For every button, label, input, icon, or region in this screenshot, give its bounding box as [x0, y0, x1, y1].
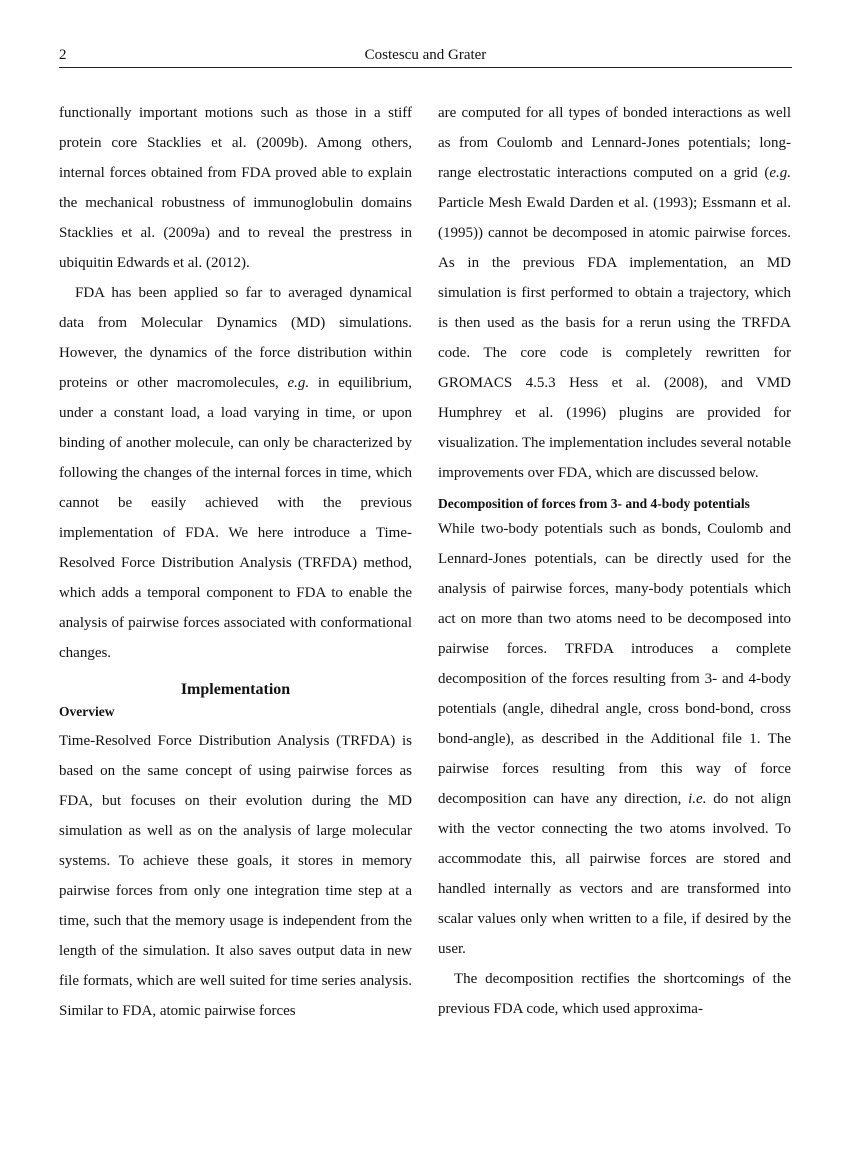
paragraph — [438, 98, 791, 488]
italic-abbreviation: e.g. — [769, 165, 791, 181]
running-title: Costescu and Grater — [364, 47, 487, 63]
subsection-title: Overview — [59, 704, 115, 719]
page-number: 2 — [59, 47, 67, 63]
subsection-title: Decomposition of forces from 3- and 4-body potentials — [438, 496, 750, 511]
paragraph-text: are computed for all types of bonded interactions as well as from Coulomb and Lennard-Jones potentials; long-range electrostatic interactions computed on a grid ( — [438, 105, 791, 181]
left-column — [59, 98, 412, 1026]
italic-abbreviation: i.e. — [688, 791, 707, 807]
paragraph: Time-Resolved Force Distribution Analysis (TRFDA) is based on the same concept of using pairwise forces as FDA, but focuses on their evolution during the MD simulation as well as on the analysis of large molecular systems. To achieve these goals, it stores in memory pairwise forces from only one integration time step at a time, such that the memory usage is independent from the length of the simulation. It also saves output data in new file formats, which are well suited for time series analysis. Similar to FDA, atomic pairwise forces — [59, 733, 412, 1019]
paragraph — [59, 278, 412, 668]
italic-abbreviation: e.g. — [287, 375, 310, 391]
paragraph: functionally important motions such as those in a stiff protein core Stacklies et al. (2009b). Among others, internal forces obtained from FDA proved able to explain the mechanical robustness of immunoglobulin domains Stacklies et al. (2009a) and to reveal the prestress in ubiquitin Edwards et al. (2012). — [59, 105, 412, 271]
page-header — [59, 44, 792, 68]
paragraph: The decomposition rectifies the shortcomings of the previous FDA code, which used approxima- — [438, 971, 791, 1017]
paragraph-text: FDA has been applied so far to averaged dynamical data from Molecular Dynamics (MD) simulations. However, the dynamics of the force distribution within proteins or other macromolecules, — [59, 285, 412, 391]
paragraph-text: do not align with the vector connecting the two atoms involved. To accommodate this, all pairwise forces are stored and handled internally as vectors and are transformed into scalar values only when written to a file, if desired by the user. — [438, 791, 792, 957]
paragraph-text: While two-body potentials such as bonds, Coulomb and Lennard-Jones potentials, can be directly used for the analysis of pairwise forces, many-body potentials which act on more than two atoms need to be decomposed into pairwise forces. TRFDA introduces a complete decomposition of the forces resulting from 3- and 4-body potentials (angle, dihedral angle, cross bond-bond, cross bond-angle), as described in the Additional file 1. The pairwise forces resulting from this way of force decomposition can have any direction, — [438, 521, 791, 807]
paragraph-text: in equilibrium, under a constant load, a load varying in time, or upon binding of another molecule, can only be characterized by following the changes of the internal forces in time, which cannot be easily achieved with the previous implementation of FDA. We here introduce a Time-Resolved Force Distribution Analysis (TRFDA) method, which adds a temporal component to FDA to enable the analysis of pairwise forces associated with conformational changes. — [59, 375, 412, 661]
paragraph — [438, 514, 791, 964]
section-title: Implementation — [180, 681, 291, 698]
right-column — [438, 98, 791, 1024]
paragraph-text: Particle Mesh Ewald Darden et al. (1993); Essmann et al. (1995)) cannot be decomposed in atomic pairwise forces. As in the previous FDA implementation, an MD simulation is first performed to obtain a trajectory, which is then used as the basis for a rerun using the TRFDA code. The core code is completely rewritten for GROMACS 4.5.3 Hess et al. (2008), and VMD Humphrey et al. (1996) plugins are provided for visualization. The implementation includes several notable improvements over FDA, which are discussed below. — [438, 195, 791, 481]
